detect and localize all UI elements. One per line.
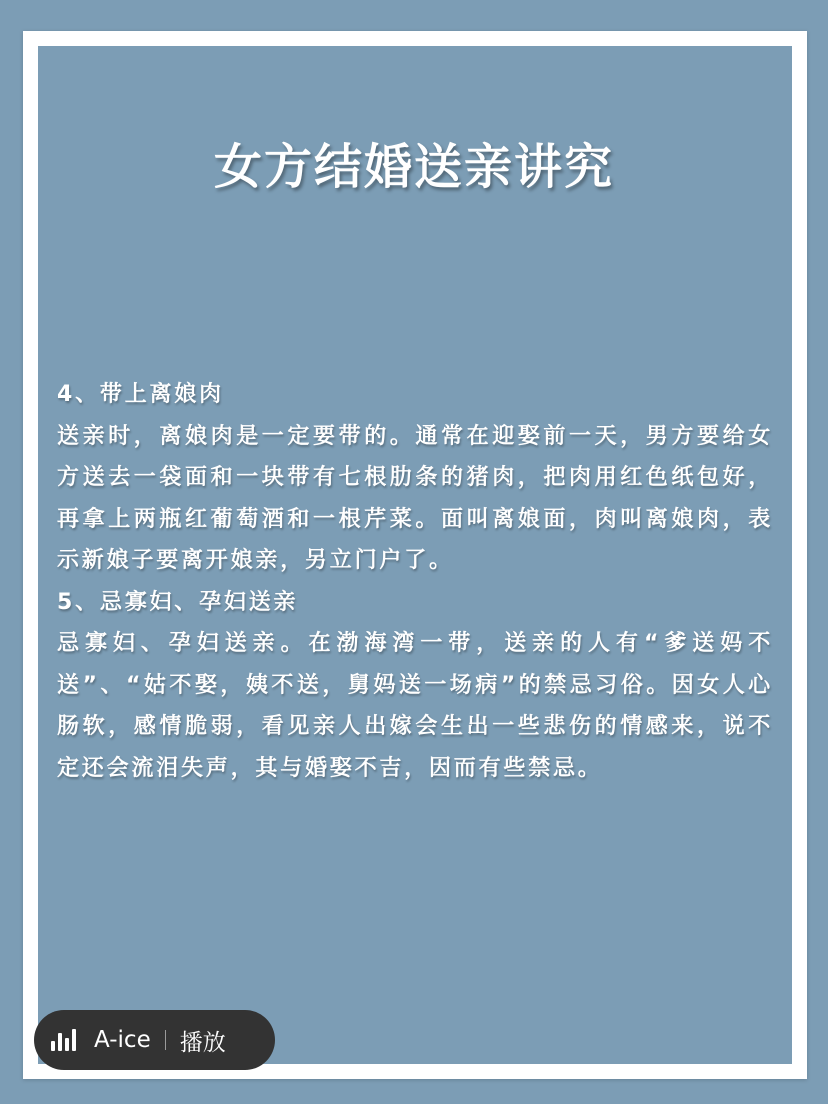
play-button[interactable]: 播放 [179,1029,226,1056]
audio-player-pill[interactable] [34,1010,275,1070]
section-4-heading: 4、带上离娘肉 [57,382,224,407]
section-5-body: 忌寡妇、孕妇送亲。在渤海湾一带，送亲的人有“爹送妈不送”、“姑不娶，姨不送，舅妈送一场病”的禁忌习俗。因女人心肠软，感情脆弱，看见亲人出嫁会生出一些悲伤的情感来，说不定还会流泪失声，其与婚娶不吉，因而有些禁忌。 [57,631,773,781]
section-4-body: 送亲时，离娘肉是一定要带的。通常在迎娶前一天，男方要给女方送去一袋面和一块带有七根肋条的猪肉，把肉用红色纸包好，再拿上两瓶红葡萄酒和一根芹菜。面叫离娘面，肉叫离娘肉，表示新娘子要离开娘亲，另立门户了。 [57,423,773,573]
section-5-heading: 5、忌寡妇、孕妇送亲 [57,589,299,615]
audio-bars-icon [51,1029,78,1051]
article-content [57,374,773,789]
page-title: 女方结婚送亲讲究 [213,139,614,195]
player-track-name: A-ice [94,1027,151,1053]
player-divider [165,1030,166,1050]
